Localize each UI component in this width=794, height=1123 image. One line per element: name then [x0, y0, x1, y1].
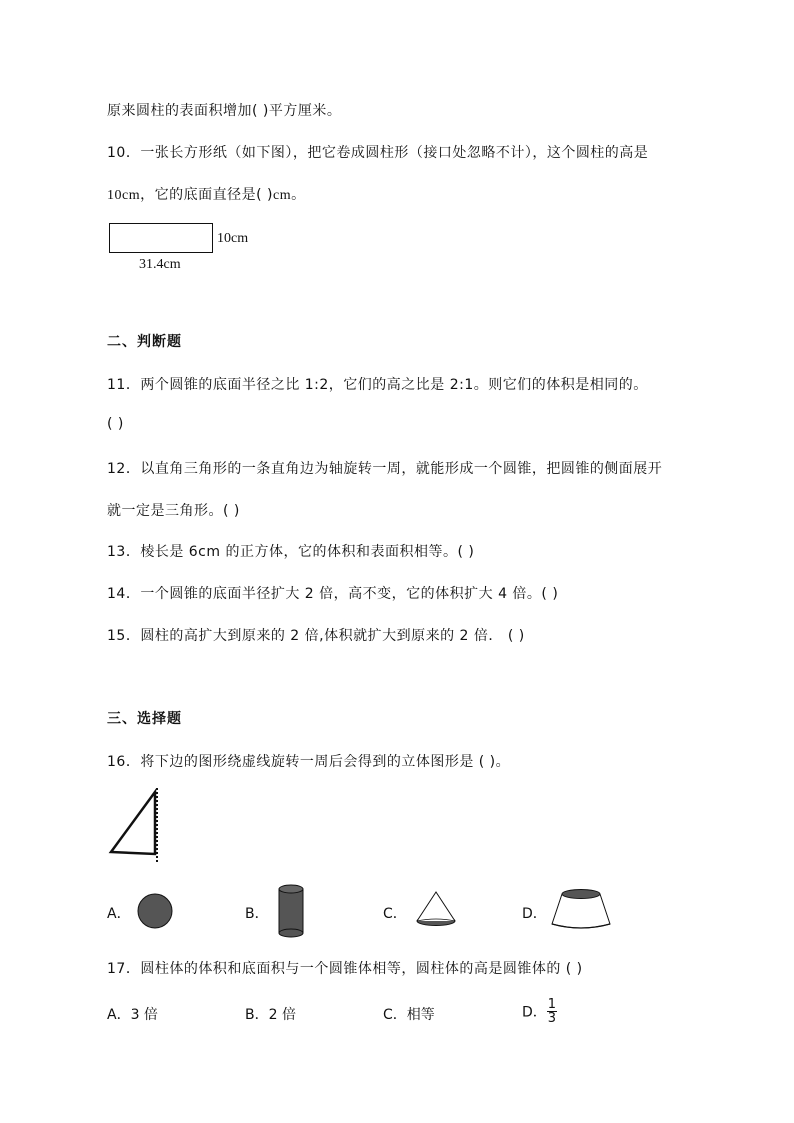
q10-line1: 10．一张长方形纸（如下图），把它卷成圆柱形（接口处忽略不计），这个圆柱的高是	[107, 145, 649, 161]
q10-line2	[107, 184, 306, 204]
cone-icon[interactable]	[414, 889, 458, 929]
q9-tail-text: 原来圆柱的表面积增加( )平方厘米。	[107, 103, 342, 119]
fraction-numerator: 1	[547, 997, 557, 1012]
q17-option-d[interactable]	[522, 998, 557, 1025]
section2-title: 二、判断题	[107, 334, 182, 350]
q15-text: 15．圆柱的高扩大到原来的 2 倍,体积就扩大到原来的 2 倍． ( )	[107, 628, 525, 644]
fraction-one-third	[547, 998, 557, 1025]
frustum-icon[interactable]	[550, 886, 612, 934]
triangle-shape	[111, 792, 155, 854]
q17-option-c[interactable]: C．相等	[383, 1007, 435, 1023]
q10-height-value: 10cm	[107, 188, 141, 203]
cylinder-icon[interactable]	[276, 883, 306, 939]
fraction-denominator: 3	[547, 1011, 557, 1026]
q17-text: 17．圆柱体的体积和底面积与一个圆锥体相等，圆柱体的高是圆锥体的 ( )	[107, 961, 583, 977]
q10-figure-height-label: 10cm	[217, 231, 249, 246]
q12-line2: 就一定是三角形。( )	[107, 503, 240, 519]
q17-option-b[interactable]: B．2 倍	[245, 1007, 296, 1023]
q11-line1: 11．两个圆锥的底面半径之比 1:2，它们的高之比是 2:1。则它们的体积是相同的。	[107, 377, 648, 393]
q14-text: 14．一个圆锥的底面半径扩大 2 倍，高不变，它的体积扩大 4 倍。( )	[107, 586, 559, 602]
q17-option-a[interactable]: A．3 倍	[107, 1007, 158, 1023]
q13-text: 13．棱长是 6cm 的正方体，它的体积和表面积相等。( )	[107, 544, 475, 560]
q11-answer-blank: ( )	[107, 416, 124, 432]
q16-option-d-label[interactable]: D．	[522, 906, 547, 922]
q17-option-d-label: D．	[522, 1004, 547, 1021]
q10-unit: cm	[272, 188, 292, 203]
q16-option-b-label[interactable]: B．	[245, 906, 269, 922]
sphere-icon[interactable]	[136, 893, 176, 929]
q10-figure-width-label: 31.4cm	[139, 257, 181, 272]
q16-text: 16．将下边的图形绕虚线旋转一周后会得到的立体图形是 ( )。	[107, 754, 511, 770]
q10-period: 。	[291, 187, 306, 203]
q16-option-c-label[interactable]: C．	[383, 906, 407, 922]
q16-option-a-label[interactable]: A．	[107, 906, 131, 922]
q12-line1: 12．以直角三角形的一条直角边为轴旋转一周，就能形成一个圆锥，把圆锥的侧面展开	[107, 461, 663, 477]
q16-triangle-figure	[105, 786, 165, 866]
q10-question-text: ，它的底面直径是( )	[140, 187, 273, 203]
q10-rectangle-figure	[109, 223, 213, 253]
section3-title: 三、选择题	[107, 711, 182, 727]
